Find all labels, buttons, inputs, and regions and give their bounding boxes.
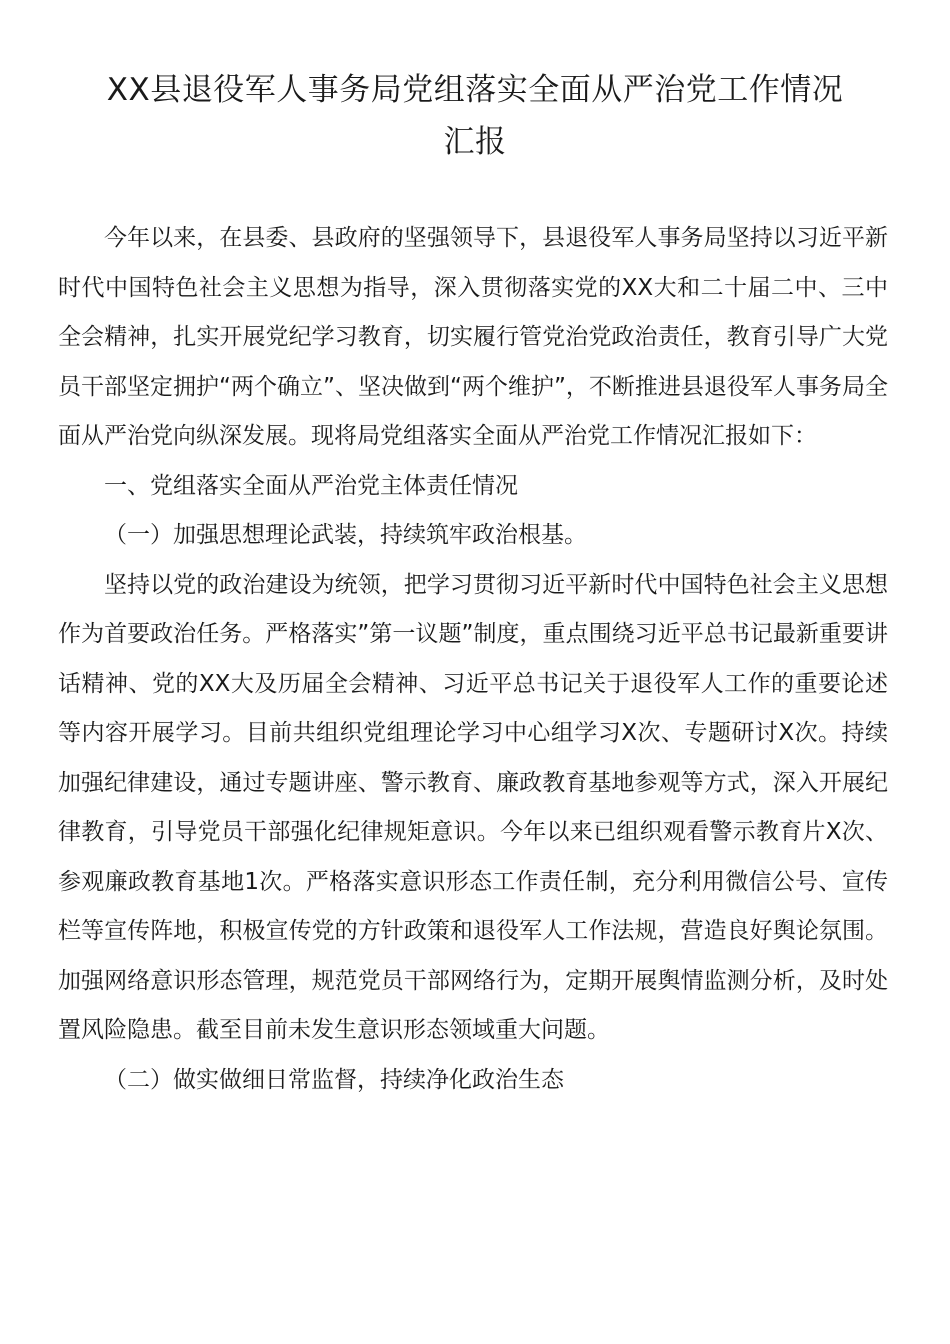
document-title: [50, 64, 900, 168]
document-body: [58, 214, 888, 1105]
title-line-1: XX县退役军人事务局党组落实全面从严治党工作情况: [106, 72, 844, 108]
title-line-2: 汇报: [443, 124, 507, 160]
intro-paragraph: 今年以来，在县委、县政府的坚强领导下，县退役军人事务局坚持以习近平新时代中国特色社会主义思想为指导，深入贯彻落实党的XX大和二十届二中、三中全会精神，扎实开展党纪学习教育，切实履行管党治党政治责任，教育引导广大党员干部坚定拥护“两个确立”、坚决做到“两个维护”，不断推进县退役军人事务局全面从严治党向纵深发展。现将局党组落实全面从严治党工作情况汇报如下：: [58, 225, 888, 449]
body-paragraph-1: 坚持以党的政治建设为统领，把学习贯彻习近平新时代中国特色社会主义思想作为首要政治任务。严格落实”第一议题”制度，重点围绕习近平总书记最新重要讲话精神、党的XX大及历届全会精神、习近平总书记关于退役军人工作的重要论述等内容开展学习。目前共组织党组理论学习中心组学习X次、专题研讨X次。持续加强纪律建设，通过专题讲座、警示教育、廉政教育基地参观等方式，深入开展纪律教育，引导党员干部强化纪律规矩意识。今年以来已组织观看警示教育片X次、参观廉政教育基地1次。严格落实意识形态工作责任制，充分利用微信公号、宣传栏等宣传阵地，积极宣传党的方针政策和退役军人工作法规，营造良好舆论氛围。加强网络意识形态管理，规范党员干部网络行为，定期开展舆情监测分析，及时处置风险隐患。截至目前未发生意识形态领域重大问题。: [58, 571, 888, 1043]
subsection-heading-2: （二）做实做细日常监督，持续净化政治生态: [104, 1066, 564, 1093]
section-heading-1: 一、党组落实全面从严治党主体责任情况: [104, 472, 518, 499]
subsection-heading-1: （一）加强思想理论武装，持续筑牢政治根基。: [104, 522, 587, 548]
